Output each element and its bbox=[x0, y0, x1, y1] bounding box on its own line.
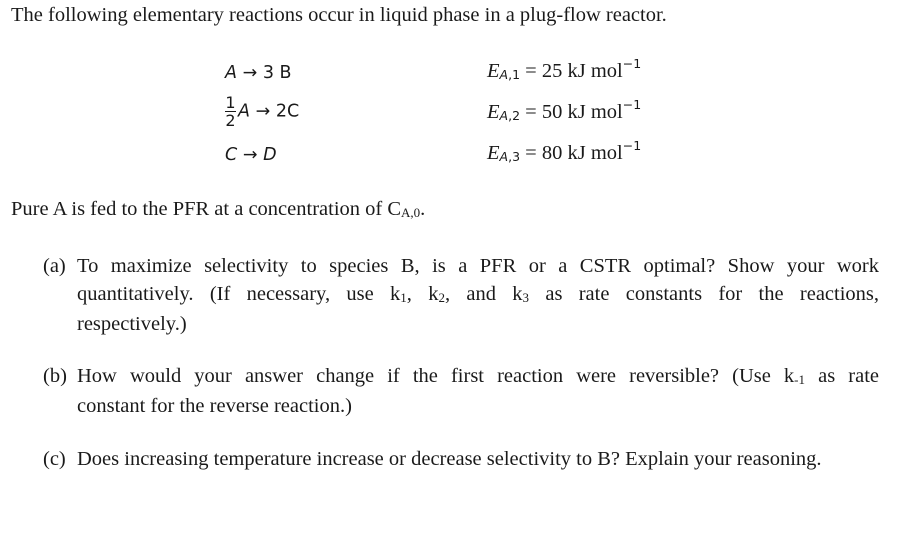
reaction-3 bbox=[225, 145, 277, 165]
activation-energy-1 bbox=[487, 56, 642, 83]
ea-exponent: −1 bbox=[622, 56, 642, 71]
ea-value: = 50 kJ mol bbox=[525, 101, 623, 123]
reaction-2 bbox=[225, 94, 299, 129]
question-body: Does increasing temperature increase or decrease selectivity to B? Explain your reasoning. bbox=[77, 448, 822, 470]
question-label: (c) bbox=[43, 448, 66, 470]
product: 3 B bbox=[262, 63, 292, 83]
question-label: (a) bbox=[43, 255, 66, 277]
ea-value: = 25 kJ mol bbox=[525, 60, 623, 82]
ea-symbol: E bbox=[487, 101, 500, 123]
ea-subscript: A,3 bbox=[499, 149, 521, 164]
fraction-numerator: 1 bbox=[225, 93, 236, 112]
intro-text: The following elementary reactions occur in liquid phase in a plug-flow reactor. bbox=[11, 4, 667, 26]
ea-subscript: A,2 bbox=[499, 108, 521, 123]
arrow: → bbox=[242, 145, 258, 165]
activation-energy-3 bbox=[487, 138, 642, 165]
reactant: C bbox=[225, 145, 238, 165]
ea-value: = 80 kJ mol bbox=[525, 142, 623, 164]
reactant: A bbox=[238, 101, 250, 122]
product: D bbox=[263, 145, 277, 165]
reactant: A bbox=[225, 63, 237, 83]
feed-statement: Pure A is fed to the PFR at a concentration of $C_{A,0}$. bbox=[11, 198, 426, 220]
ea-symbol: E bbox=[487, 142, 500, 164]
activation-energy-2 bbox=[487, 97, 642, 124]
question-b bbox=[43, 362, 879, 420]
fraction-denominator: 2 bbox=[225, 111, 236, 130]
product: 2C bbox=[275, 101, 300, 122]
question-body: To maximize selectivity to species B, is a PFR or a CSTR optimal? Show your work quantitatively. (If necessary, use $k_1$, $k_2$, and $k_3$ as rate constants for the reactions, respectively.) bbox=[77, 255, 880, 335]
question-a bbox=[43, 252, 879, 338]
arrow: → bbox=[255, 101, 271, 122]
arrow: → bbox=[242, 63, 258, 83]
ea-exponent: −1 bbox=[622, 138, 642, 153]
fraction-one-half bbox=[225, 94, 236, 129]
ea-exponent: −1 bbox=[622, 97, 642, 112]
reaction-1 bbox=[225, 63, 292, 83]
ea-symbol: E bbox=[487, 60, 500, 82]
ea-subscript: A,1 bbox=[499, 67, 521, 82]
question-c bbox=[43, 445, 879, 473]
question-label: (b) bbox=[43, 365, 67, 387]
feed-subscript: A,0 bbox=[401, 205, 421, 220]
question-body: How would your answer change if the first reaction were reversible? (Use $k_{-1}$ as rate constant for the reverse reaction.) bbox=[77, 365, 879, 417]
